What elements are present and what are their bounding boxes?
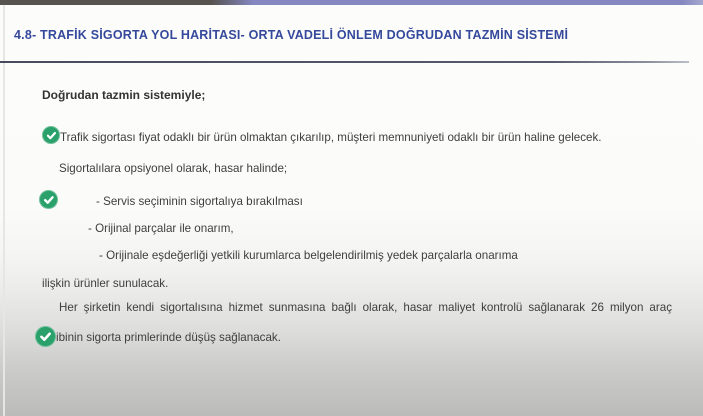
body-line: ilişkin ürünler sunulacak. [42, 277, 169, 290]
paragraph-line: ibinin sigorta primlerinde düşüş sağlanacak. [56, 331, 281, 344]
sub-bullet-line: - Servis seçiminin sigortalıya bırakılması [96, 195, 303, 208]
slide-title: 4.8- TRAFİK SİGORTA YOL HARİTASI- ORTA VADELİ ÖNLEM DOĞRUDAN TAZMİN SİSTEMİ [14, 28, 569, 42]
body-line: Sigortalılara opsiyonel olarak, hasar halinde; [59, 162, 288, 175]
check-icon [35, 326, 56, 347]
intro-line: Doğrudan tazmin sistemiyle; [42, 88, 206, 102]
check-icon [39, 190, 58, 209]
top-accent-bar [0, 0, 703, 5]
paragraph-line: Her şirketin kendi sigortalısına hizmet sunmasına bağlı olarak, hasar maliyet kontrolü sağlanarak 26 milyon araç [59, 301, 672, 314]
bullet-line: Trafik sigortası fiyat odaklı bir ürün olmaktan çıkarılıp, müşteri memnuniyeti odaklı bir ürün haline gelecek. [60, 131, 602, 144]
title-divider [0, 61, 689, 63]
sub-bullet-line: - Orijinale eşdeğerliği yetkili kurumlarca belgelendirilmiş yedek parçalarla onarıma [99, 249, 518, 262]
check-icon [42, 126, 60, 144]
left-edge-line [3, 5, 5, 416]
sub-bullet-line: - Orijinal parçalar ile onarım, [88, 222, 234, 235]
